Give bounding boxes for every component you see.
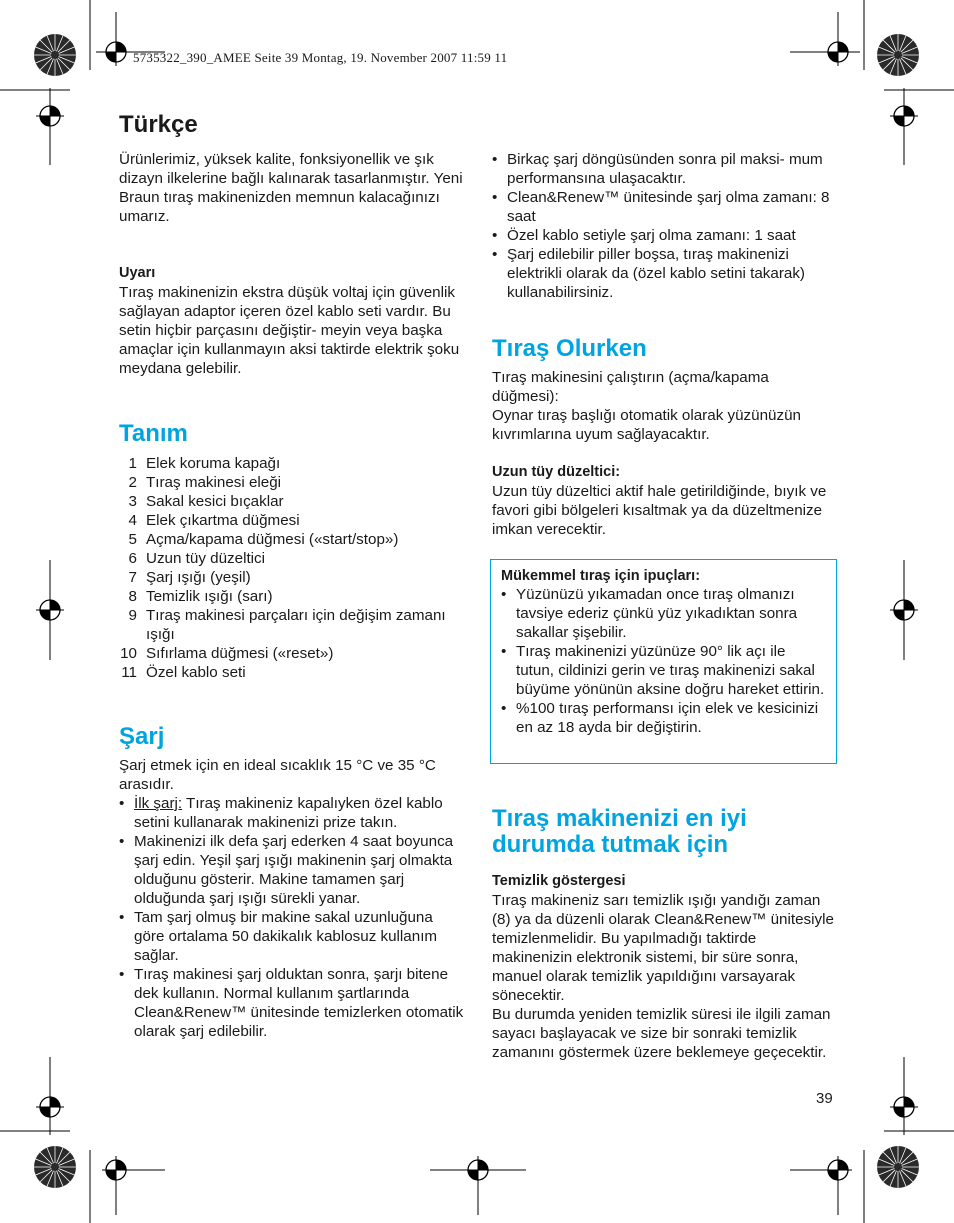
item-text: Sıfırlama düğmesi («reset») [146,645,334,662]
registration-star-top-right [877,34,919,76]
care-section [492,806,837,1062]
cleaning-title: Temizlik göstergesi [492,873,626,889]
item-text: Uzun tüy düzeltici [146,550,266,567]
warning-title: Uyarı [119,265,156,281]
intro-paragraph: Ürünlerimiz, yüksek kalite, fonksiyonellik ve şık dizayn ilkelerine bağlı kalınarak tasarlanmıştır. Yeni Braun tıraş makinenizden memnun kalacağınızı umarız. [119,151,463,225]
item-number: 11 [121,664,137,681]
item-text: Tıraş makinesi eleği [146,474,282,491]
list-item: • Clean&Renew™ ünitesinde şarj olma zamanı: 8 saat [492,188,837,226]
description-title: Tanım [119,420,188,447]
charging-intro: Şarj etmek için en ideal sıcaklık 15 °C ve 35 °C arasıdır. [119,757,436,793]
list-item: • Özel kablo setiyle şarj olma zamanı: 1 saat [492,226,837,245]
tips-list [501,585,826,737]
shaving-section [492,336,837,539]
item-number: 3 [128,493,137,510]
list-item: • Tıraş makinesi şarj olduktan sonra, şarjı bitene dek kullanın. Normal kullanım şartlarında Clean&Renew™ ünitesinde temizlerken otomatik olarak şarj edilebilir. [119,965,464,1041]
item-text: Şarj ışığı (yeşil) [146,569,251,586]
item-text: Açma/kapama düğmesi («start/stop») [146,531,399,548]
shaving-p2: Oynar tıraş başlığı otomatik olarak yüzünüzün kıvrımlarına uyum sağlayacaktır. [492,407,801,443]
tips-title: Mükemmel tıraş için ipuçları: [501,568,701,584]
list-item: • Tam şarj olmuş bir makine sakal uzunluğuna göre ortalama 50 dakikalık kablosuz kullanım sağlar. [119,908,464,965]
item-number: 2 [128,474,137,491]
list-item [119,606,464,644]
warning-text: Tıraş makinenizin ekstra düşük voltaj için güvenlik sağlayan adaptor içeren özel kablo seti vardır. Bu setin hiçbir parçasını değiştir- meyin veya başka amaçlar için kullanmayın aksi taktirde elektrik şoku meydana gelebilir. [119,284,460,377]
list-item: • Makinenizi ilk defa şarj ederken 4 saat boyunca şarj edin. Yeşil şarj ışığı makinenin şarj olmakta olduğunu gösterir. Makine tamamen şarj olduğunda şarj ışığı sürekli yanar. [119,832,464,908]
list-item [119,794,464,832]
list-item: • Birkaç şarj döngüsünden sonra pil maksi- mum performansına ulaşacaktır. [492,150,837,188]
print-slug: 5735322_390_AMEE Seite 39 Montag, 19. November 2007 11:59 11 [133,50,508,65]
list-item [119,473,464,492]
list-item [119,587,464,606]
list-item: • Tıraş makinenizi yüzünüze 90° lik açı ile tutun, cildinizi gerin ve tıraş makinenizi sakal büyüme yönünün aksine doğru hareket ettirin. [501,642,826,699]
list-item [119,568,464,587]
tips-box [490,559,837,764]
item-number: 10 [120,645,137,662]
registration-star-top-left [34,34,76,76]
list-item [119,454,464,473]
charging-title: Şarj [119,723,165,750]
warning-section [119,264,464,378]
list-item [119,663,464,682]
registration-star-bottom-left [34,1146,76,1188]
charging-section [119,724,464,1041]
item-number: 5 [128,531,137,548]
list-item [119,644,464,663]
trimmer-title: Uzun tüy düzeltici: [492,464,621,480]
cleaning-text-2: Bu durumda yeniden temizlik süresi ile ilgili zaman sayacı başlayacak ve size bir sonraki temizlik zamanını göstermek üzere beklemeye geçecektir. [492,1006,831,1061]
item-number: 7 [128,569,137,586]
list-item [119,549,464,568]
list-item [119,511,464,530]
item-number: 4 [128,512,137,529]
item-number: 8 [128,588,137,605]
list-item: • Şarj edilebilir piller boşsa, tıraş makinenizi elektrikli olarak da (özel kablo setini takarak) kullanabilirsiniz. [492,245,837,302]
item-number: 6 [128,550,137,567]
charging-bullets [119,794,464,1041]
item-text: Özel kablo seti [146,664,246,681]
item-number: 9 [128,607,137,624]
list-item: • Yüzünüzü yıkamadan once tıraş olmanızı tavsiye ederiz çünkü yüz yıkadıktan sonra sakallar şişebilir. [501,585,826,642]
language-title: Türkçe [119,111,198,138]
trimmer-text: Uzun tüy düzeltici aktif hale getirildiğinde, bıyık ve favori gibi bölgeleri kısaltmak ya da düzeltmenize imkan verecektir. [492,483,827,538]
list-item [119,530,464,549]
item-text: Elek koruma kapağı [146,455,281,472]
list-item: • %100 tıraş performansı için elek ve kesicinizi en az 18 ayda bir değiştirin. [501,699,826,737]
list-item [119,492,464,511]
page-number: 39 [816,1090,833,1107]
item-text: Tıraş makinesi parçaları için değişim zamanı ışığı [146,607,446,643]
charging-bullets-continued [492,150,837,302]
description-section [119,421,464,682]
item-text: Temizlik ışığı (sarı) [146,588,273,605]
item-number: 1 [128,455,137,472]
first-charge-text: Tıraş makineniz kapalıyken özel kablo setini kullanarak makinenizi prize takın. [134,795,443,831]
first-charge-label: İlk şarj: [134,795,183,812]
shaving-p1: Tıraş makinesini çalıştırın (açma/kapama düğmesi): [492,369,769,405]
item-text: Sakal kesici bıçaklar [146,493,284,510]
cleaning-text-1: Tıraş makineniz sarı temizlik ışığı yandığı zaman (8) ya da düzenli olarak Clean&Renew™ ünitesiyle temizlenmelidir. Bu yapılmadığı taktirde makinenizin elektronik sistemi, bir süre sonra, manuel olarak temizlik yapıldığını varsayarak sönecektir. [492,892,834,1004]
shaving-title: Tıraş Olurken [492,335,647,362]
care-title: Tıraş makinenizi en iyi durumda tutmak için [492,805,747,858]
parts-list [119,454,464,682]
registration-star-bottom-right [877,1146,919,1188]
item-text: Elek çıkartma düğmesi [146,512,300,529]
